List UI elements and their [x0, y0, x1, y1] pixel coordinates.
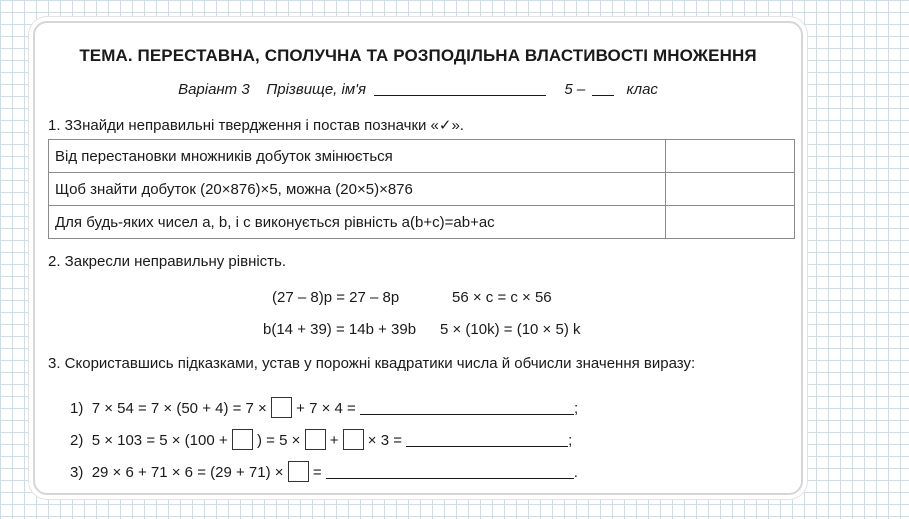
equation-4[interactable]: 5 × (10k) = (10 × 5) k: [440, 321, 581, 338]
line-end: ;: [573, 400, 579, 417]
line-end: ;: [568, 432, 573, 449]
check-cell[interactable]: [666, 140, 795, 173]
line-end: .: [573, 464, 578, 481]
task2-question: 2. Закресли неправильну рівність.: [48, 253, 287, 270]
item-number: 2): [70, 432, 84, 449]
expression-part: 7 × 54 = 7 × (50 + 4) = 7 ×: [91, 400, 267, 417]
statement-text: Для будь-яких чисел a, b, і c виконується рівність a(b+c)=ab+ac: [55, 213, 495, 231]
variant-label: Варіант 3: [178, 81, 250, 98]
answer-line[interactable]: [406, 446, 568, 447]
check-cell[interactable]: [666, 206, 795, 239]
answer-box[interactable]: [343, 429, 364, 450]
table-row: [49, 173, 795, 206]
equation-1[interactable]: (27 – 8)p = 27 – 8p: [272, 289, 400, 306]
grade-blank[interactable]: [592, 95, 614, 96]
task1-question: 1. 3Знайди неправильні твердження і постав позначки «✓».: [48, 117, 464, 134]
expression-part: + 7 × 4 =: [296, 400, 356, 417]
table-row: [49, 206, 795, 239]
statement-cell: [49, 140, 666, 173]
table-row: [49, 140, 795, 173]
name-blank[interactable]: [374, 95, 546, 96]
answer-box[interactable]: [288, 461, 309, 482]
student-info-line: [35, 81, 801, 98]
expression-row-1: [70, 397, 578, 418]
expression-part: 5 × 103 = 5 × (100 +: [91, 432, 228, 449]
answer-line[interactable]: [360, 414, 574, 415]
check-cell[interactable]: [666, 173, 795, 206]
expression-part: +: [329, 432, 339, 449]
item-number: 1): [70, 400, 84, 417]
statement-text: Від перестановки множників добуток змінюється: [55, 147, 393, 165]
statement-cell: [49, 173, 666, 206]
expression-row-3: [70, 461, 578, 482]
expression-part: ) = 5 ×: [256, 432, 301, 449]
answer-box[interactable]: [271, 397, 292, 418]
worksheet-card: [33, 21, 803, 495]
grade-prefix: 5 –: [564, 81, 586, 98]
expression-row-2: [70, 429, 572, 450]
answer-box[interactable]: [232, 429, 253, 450]
answer-box[interactable]: [305, 429, 326, 450]
equation-2[interactable]: 56 × c = c × 56: [452, 289, 552, 306]
equation-3[interactable]: b(14 + 39) = 14b + 39b: [263, 321, 417, 338]
answer-line[interactable]: [326, 478, 574, 479]
expression-part: × 3 =: [367, 432, 402, 449]
task3-question: 3. Скориставшись підказками, устав у порожні квадратики числа й обчисли значення виразу:: [48, 355, 696, 372]
name-label: Прізвище, ім'я: [266, 81, 366, 98]
worksheet-title: ТЕМА. ПЕРЕСТАВНА, СПОЛУЧНА ТА РОЗПОДІЛЬНА ВЛАСТИВОСТІ МНОЖЕННЯ: [79, 46, 757, 65]
item-number: 3): [70, 464, 84, 481]
expression-part: =: [312, 464, 322, 481]
statements-table: [48, 139, 795, 239]
statement-text: Щоб знайти добуток (20×876)×5, можна (20×5)×876: [55, 180, 413, 198]
expression-part: 29 × 6 + 71 × 6 = (29 + 71) ×: [91, 464, 284, 481]
statement-cell: [49, 206, 666, 239]
grade-suffix: клас: [626, 81, 658, 98]
